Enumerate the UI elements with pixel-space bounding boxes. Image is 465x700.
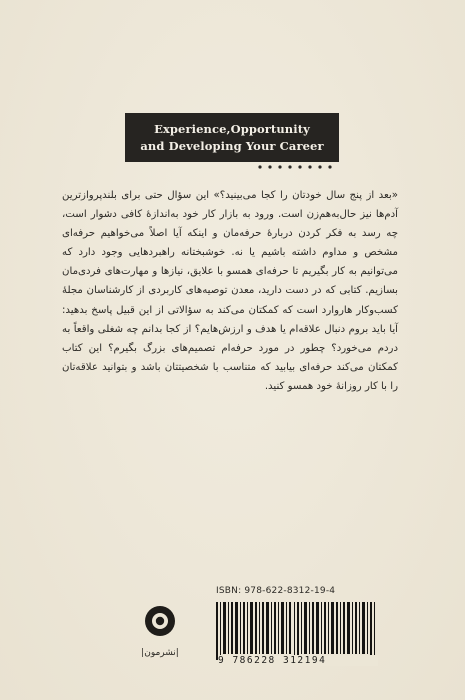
title-line-2: and Developing Your Career [140, 138, 324, 153]
blurb-text [62, 186, 398, 396]
blurb-paragraph: «بعد از پنج سال خودتان را کجا می‌بینید؟» این سؤال حتی برای بلندپروازترین آدم‌ها نیز حال‌به‌هم‌زن است. ورود به بازار کار خود به‌اندازهٔ کافی دشوار است، چه رسد به فکر کردن دربارهٔ حرفه‌مان و اینکه آیا اصلاً می‌خواهیم حرفه‌ای مشخص و مداوم داشته باشیم یا نه. خوشبختانه راهبردهایی وجود دارد که می‌توانیم به کار بگیریم تا حرفه‌ای همسو با علایق، نیازها و مهارت‌های فردی‌مان بسازیم. کتابی که در دست دارید، معدن توصیه‌های کاربردی از کارشناسان مجلهٔ کسب‌وکار هاروارد است که کمکتان می‌کند به سؤالاتی از این قبیل پاسخ بدهید: آیا باید بروم دنبال علاقه‌ام یا هدف و ارزش‌هایم؟ از کجا بدانم چه شغلی واقعاً به دردم می‌خورد؟ چطور در مورد حرفه‌ام تصمیم‌های بزرگ بگیرم؟ این کتاب کمکتان می‌کند حرفه‌ای بیابید که متناسب با شخصیتتان باشد و بتوانید علاقه‌تان را با کار روزانهٔ خود همسو کنید. [62, 190, 398, 392]
isbn-label: ISBN: 978-622-8312-19-4 [216, 586, 336, 596]
barcode-number: 9 786228 312194 [218, 655, 378, 666]
circle-ring-logo-icon [143, 604, 177, 638]
decorative-dots [257, 164, 337, 170]
publisher-name: |نشرمون| [141, 648, 179, 658]
title-line-1: Experience,Opportunity [154, 121, 310, 136]
english-title-box [125, 113, 339, 162]
barcode-icon [214, 602, 384, 662]
